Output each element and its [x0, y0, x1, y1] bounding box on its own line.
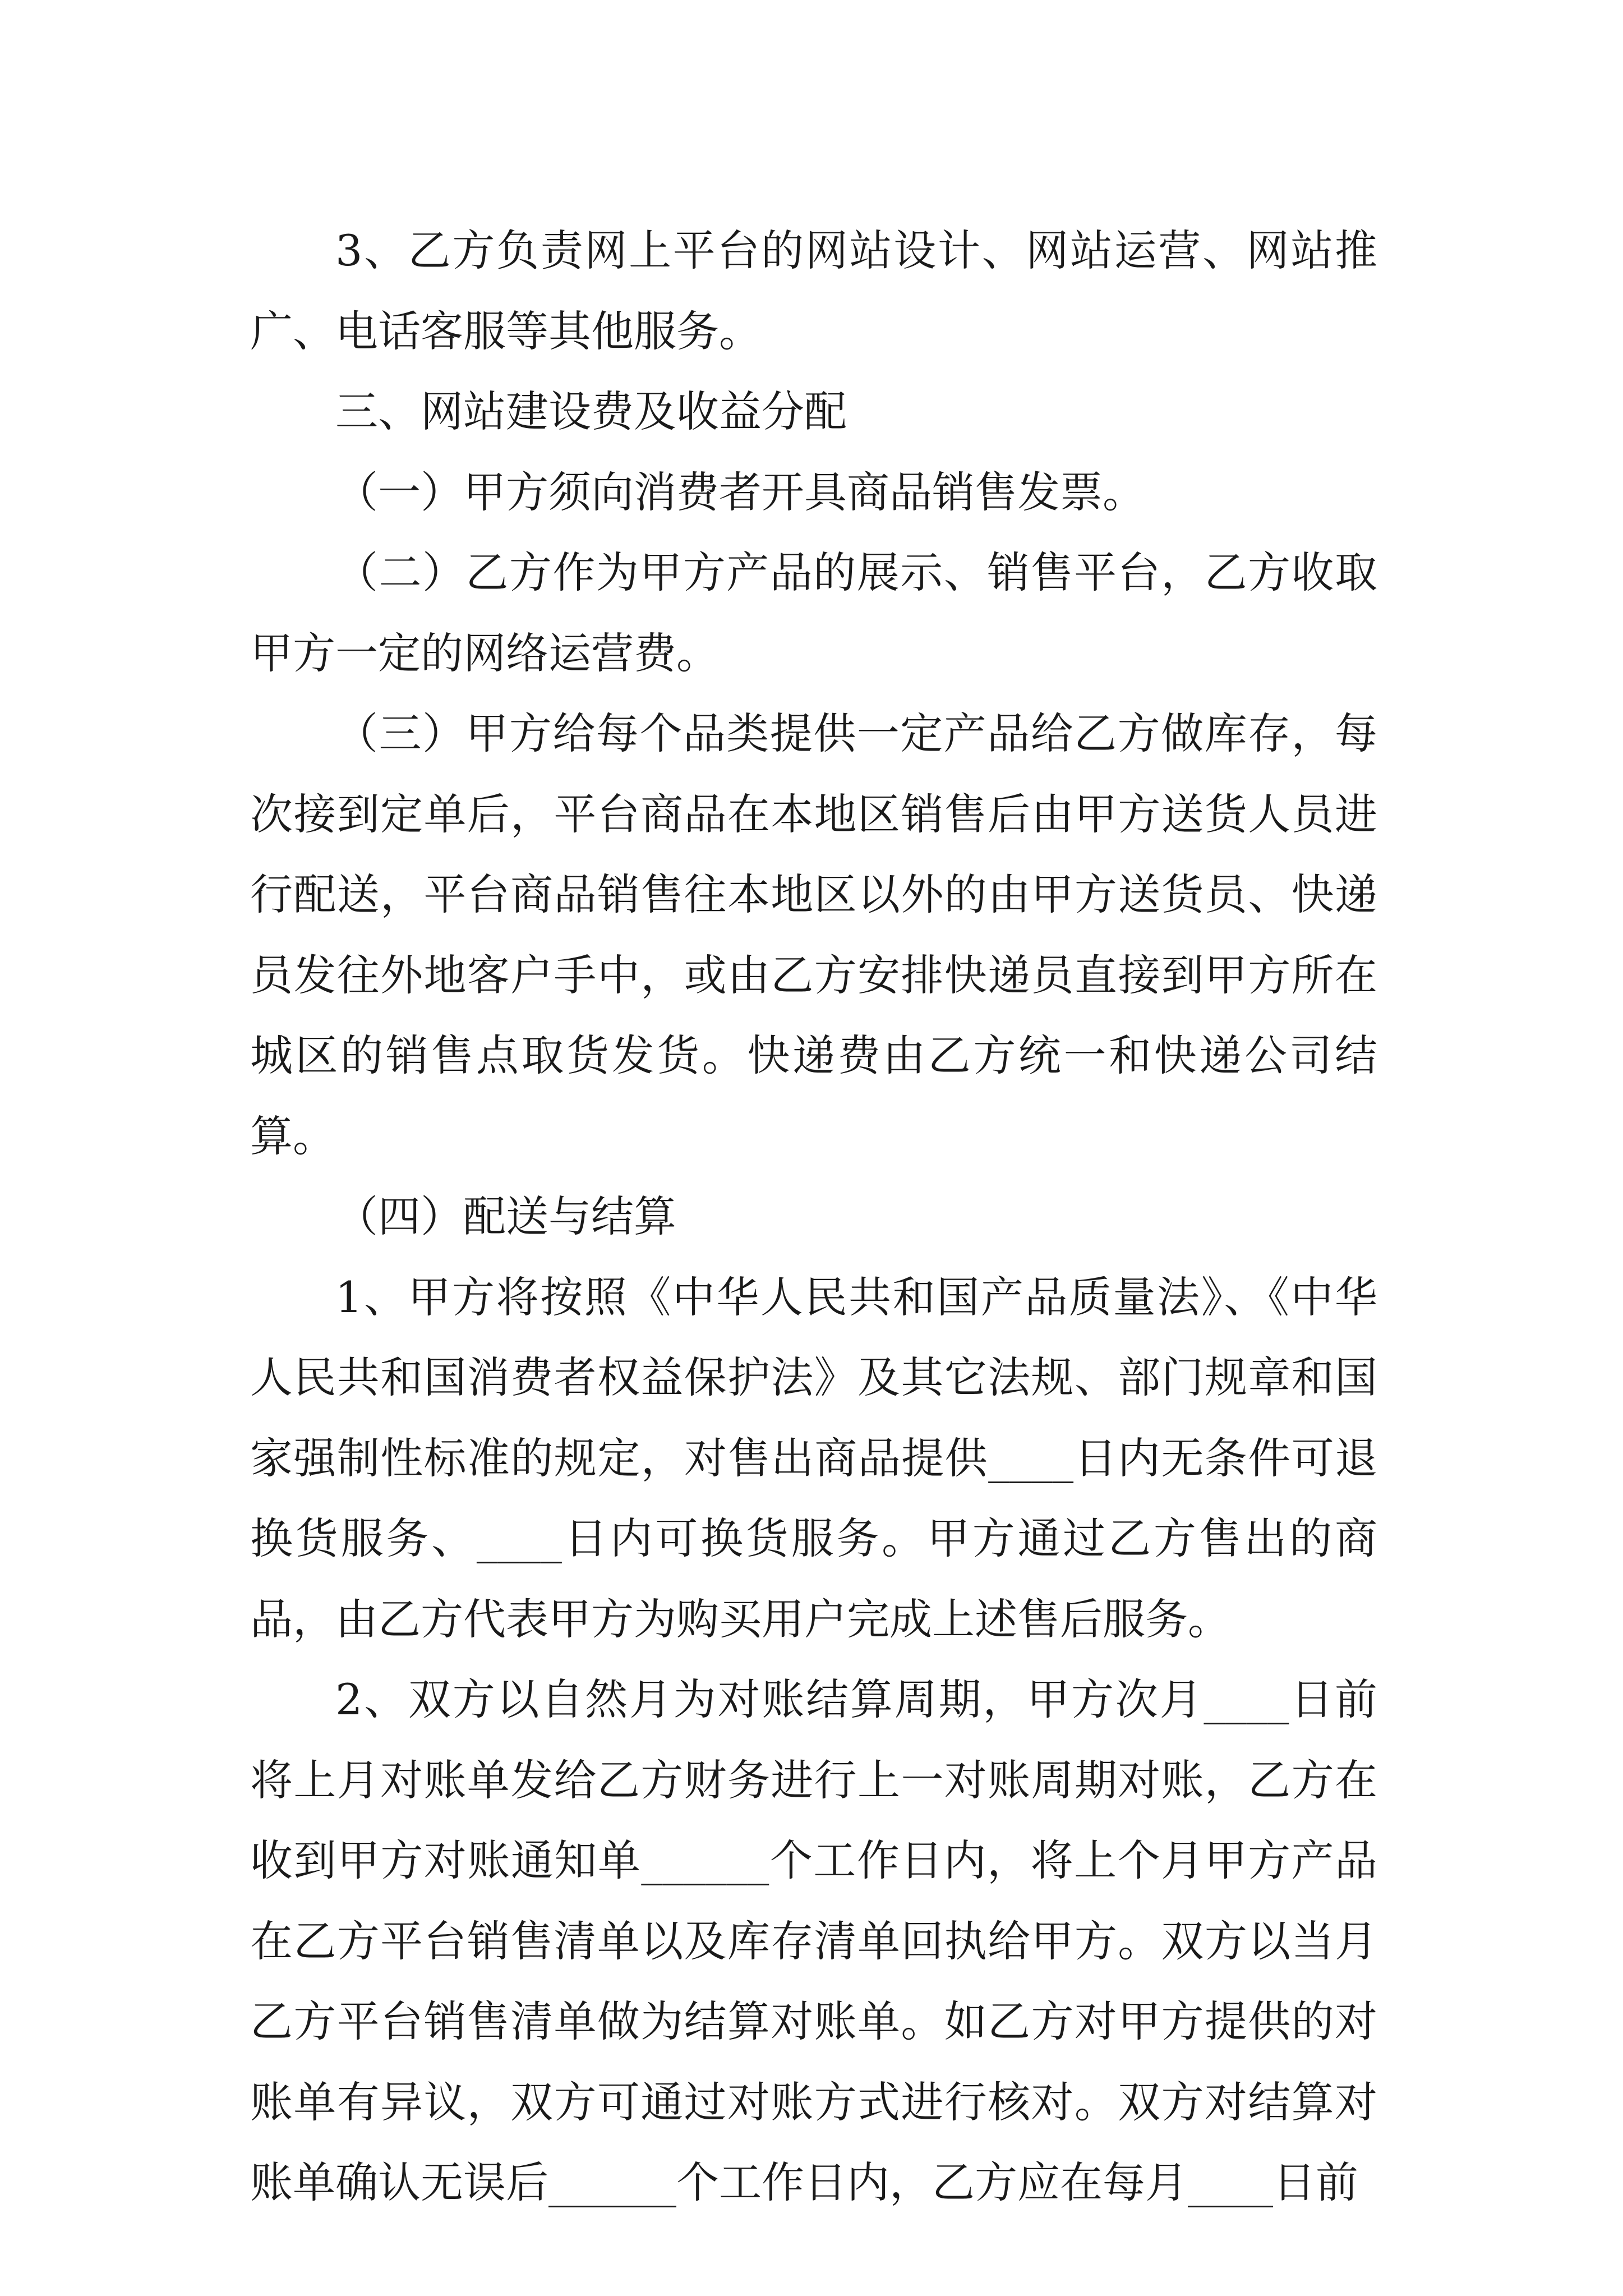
paragraph-inventory-delivery: （三）甲方给每个品类提供一定产品给乙方做库存，每次接到定单后，平台商品在本地区销售后由甲方送货人员进行配送，平台商品销售往本地区以外的由甲方送货员、快递员发往外地客户手中，或由乙方安排快递员直接到甲方所在城区的销售点取货发货。快递费由乙方统一和快递公司结算。	[250, 708, 1377, 1161]
paragraph-settlement-cycle: 2、双方以自然月为对账结算周期，甲方次月____日前将上月对账单发给乙方财务进行上一对账周期对账，乙方在收到甲方对账通知单______个工作日内，将上个月甲方产品在乙方平台销售清单以及库存清单回执给甲方。双方以当月乙方平台销售清单做为结算对账单。如乙方对甲方提供的对账单有异议，双方可通过对账方式进行核对。双方对结算对账单确认无误后______个工作日内，乙方应在每月____日前	[250, 1674, 1377, 2207]
subsection-heading-delivery-settlement: （四）配送与结算	[335, 1191, 676, 1241]
paragraph-invoice: （一）甲方须向消费者开具商品销售发票。	[335, 467, 1145, 517]
paragraph-operation-fee: （二）乙方作为甲方产品的展示、销售平台，乙方收取甲方一定的网络运营费。	[250, 547, 1377, 678]
paragraph-item-3: 3、乙方负责网上平台的网站设计、网站运营、网站推广、电话客服等其他服务。	[250, 226, 1377, 356]
document-body	[250, 210, 1377, 2223]
paragraph-return-policy: 1、甲方将按照《中华人民共和国产品质量法》、《中华人民共和国消费者权益保护法》及其它法规、部门规章和国家强制性标准的规定，对售出商品提供____日内无条件可退换货服务、____日内可换货服务。甲方通过乙方售出的商品，由乙方代表甲方为购买用户完成上述售后服务。	[250, 1272, 1377, 1644]
section-heading-3: 三、网站建设费及收益分配	[335, 386, 847, 436]
